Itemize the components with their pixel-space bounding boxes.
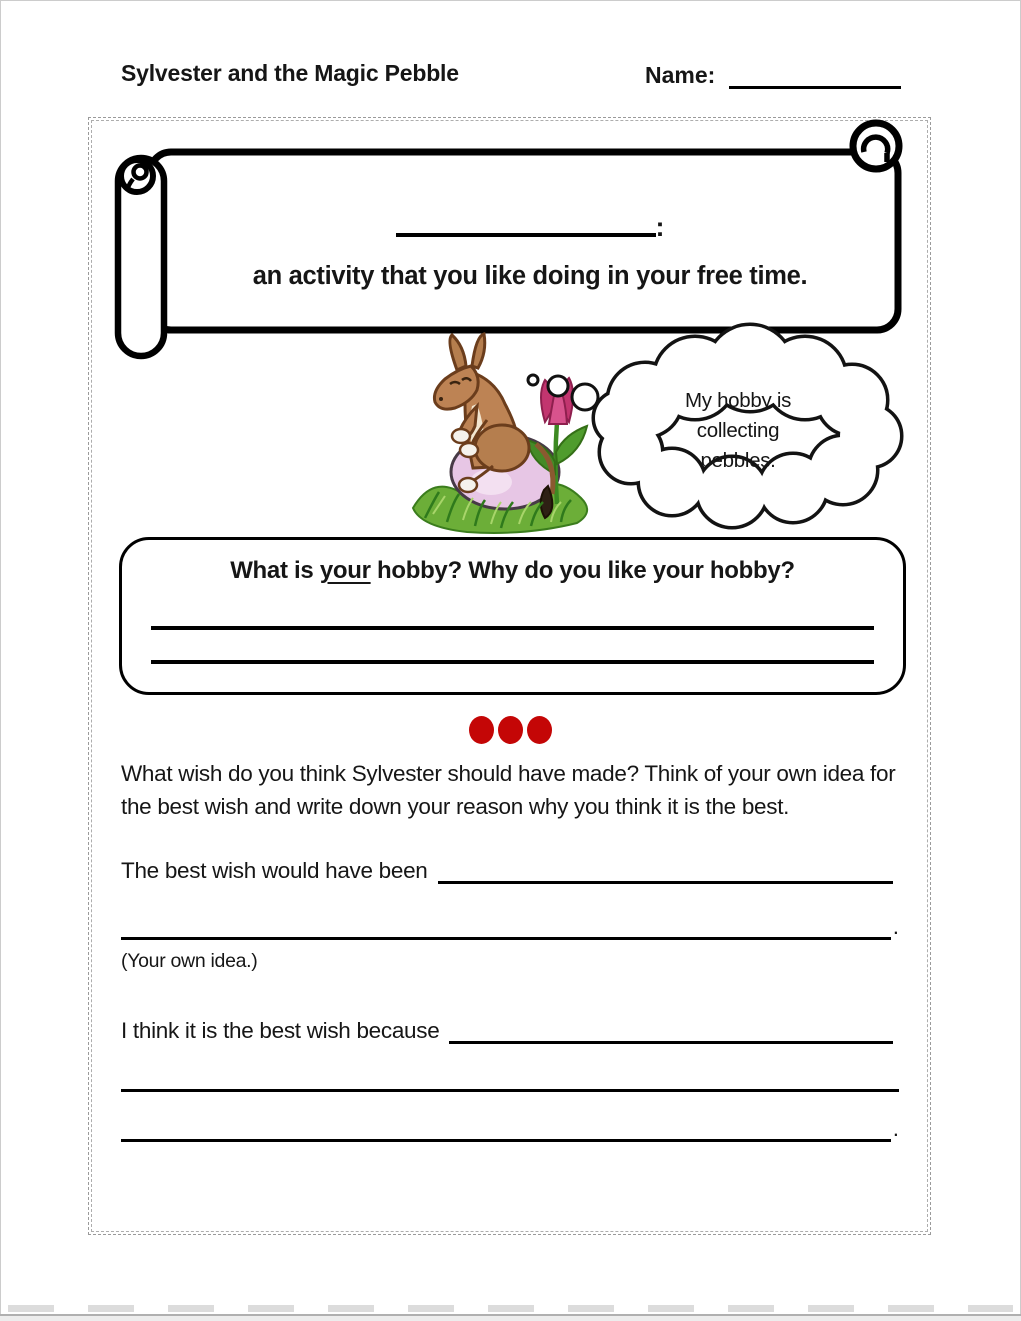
red-dot	[527, 716, 552, 744]
banner-subtitle: an activity that you like doing in your free time.	[252, 262, 808, 290]
banner-write-in-line[interactable]	[396, 233, 656, 237]
hobby-question-your: your	[319, 557, 371, 584]
reason-write-in-line-2[interactable]	[121, 1059, 899, 1092]
name-write-in-line[interactable]	[729, 60, 901, 89]
thought-bubble-line: collecting	[696, 419, 780, 442]
hobby-question-pre: What is	[230, 557, 320, 584]
reason-write-in-line-1[interactable]	[449, 1013, 893, 1044]
thought-bubble-text	[638, 386, 838, 476]
best-wish-prompt-row	[121, 852, 893, 884]
section-divider-dots	[0, 716, 1021, 744]
hobby-question-post: hobby? Why do you like your hobby?	[370, 557, 795, 584]
name-field-row	[645, 60, 901, 89]
page-edge-dashes	[8, 1305, 1013, 1312]
banner-blank-line[interactable]	[160, 210, 900, 242]
hobby-question-title	[122, 557, 903, 585]
reason-continuation-row-2	[121, 1110, 899, 1142]
page-edge-margin	[0, 1316, 1021, 1321]
hobby-answer-line-2[interactable]	[151, 660, 874, 664]
reason-prompt-row	[121, 1012, 893, 1044]
hobby-answer-line-1[interactable]	[151, 626, 874, 630]
reason-prompt: I think it is the best wish because	[121, 1018, 440, 1043]
red-dot	[469, 716, 494, 744]
hobby-question-box	[119, 537, 906, 695]
best-wish-continuation-row	[121, 908, 899, 940]
wish-intro-paragraph: What wish do you think Sylvester should have made? Think of your own idea for the best wish and write down your reason why you think it is the best.	[121, 761, 896, 819]
best-wish-prompt: The best wish would have been	[121, 858, 428, 883]
thought-bubble-line: My hobby is	[684, 389, 792, 412]
red-dot	[498, 716, 523, 744]
reason-write-in-line-3[interactable]	[121, 1109, 891, 1142]
name-label: Name:	[645, 62, 716, 88]
thought-bubble-line: pebbles.	[700, 449, 776, 472]
banner-colon: :	[655, 212, 665, 242]
reason-continuation-row	[121, 1060, 899, 1092]
sentence-period: .	[892, 1116, 899, 1141]
page-title: Sylvester and the Magic Pebble	[121, 60, 459, 86]
sentence-period: .	[892, 914, 899, 939]
best-wish-write-in-line-2[interactable]	[121, 907, 891, 940]
your-own-idea-note: (Your own idea.)	[121, 950, 258, 972]
best-wish-write-in-line-1[interactable]	[438, 853, 894, 884]
